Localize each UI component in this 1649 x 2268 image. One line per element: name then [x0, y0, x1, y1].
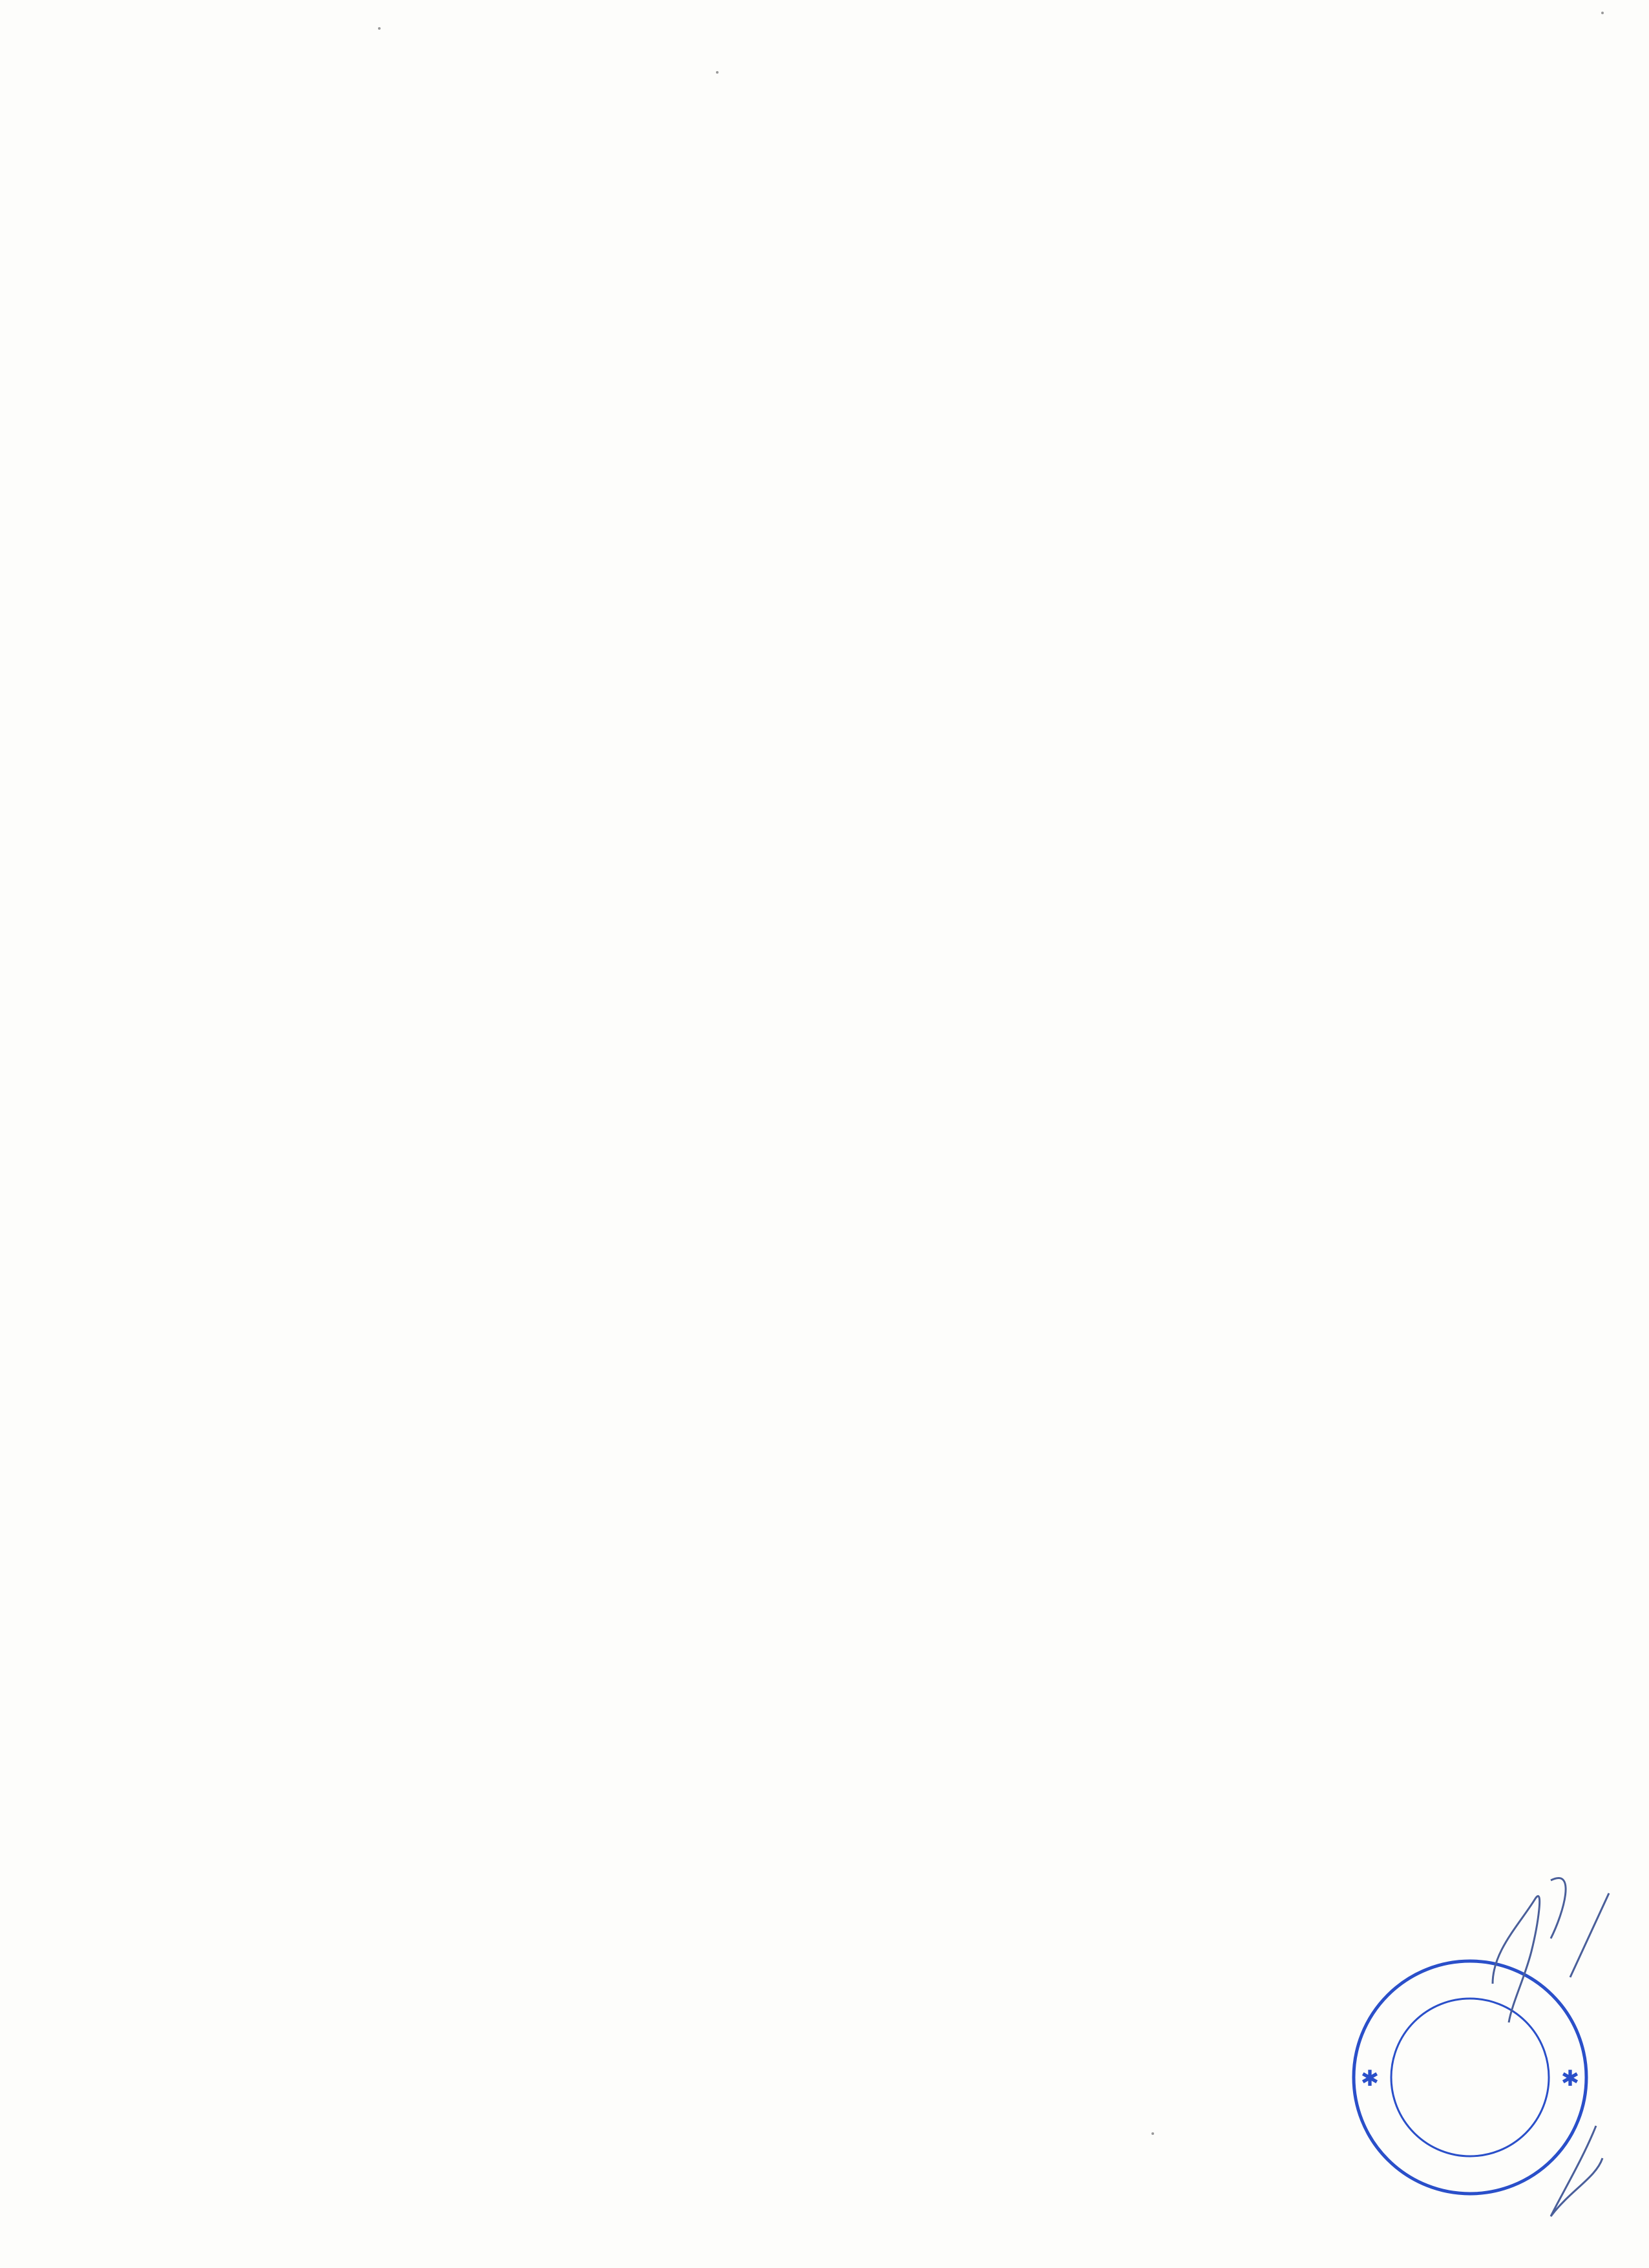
scan-speck — [716, 71, 719, 74]
stamp-star-icon: ✱ — [1360, 2067, 1380, 2091]
scan-speck — [378, 27, 381, 30]
signature-icon — [1473, 1854, 1622, 2255]
stamp-star-icon: ✱ — [1560, 2067, 1580, 2091]
scan-speck — [1151, 2132, 1154, 2135]
scan-speck — [1601, 12, 1604, 14]
